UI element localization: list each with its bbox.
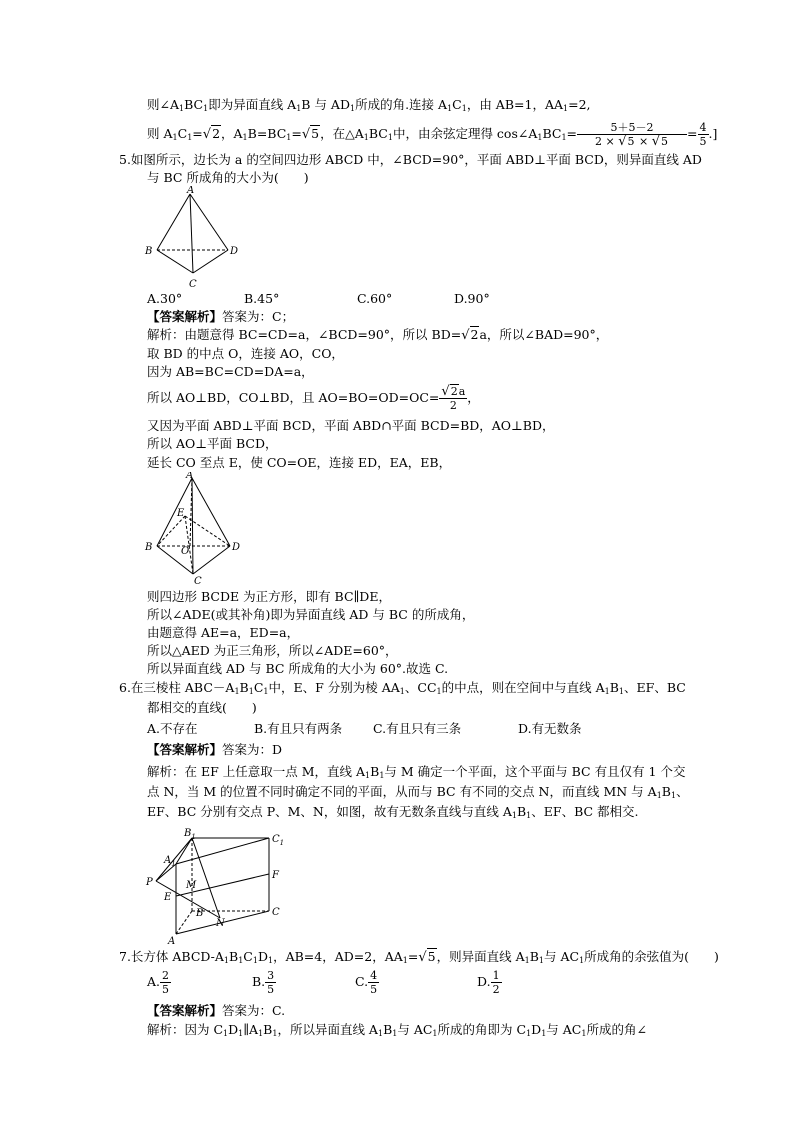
solution-line: 又因为平面 ABD⊥平面 BCD，平面 ABD∩平面 BCD=BD，AO⊥BD， xyxy=(147,418,555,433)
solution-line: 解析：在 EF 上任意取一点 M，直线 $A_1B_1$与 M 确定一个平面，这个平面与 BC 有且仅有 1 个交 xyxy=(147,764,686,780)
svg-text:P: P xyxy=(146,877,153,888)
svg-text:F: F xyxy=(272,870,279,881)
solution-line: 所以∠ADE(或其补角)即为异面直线 AD 与 BC 的所成角， xyxy=(147,607,475,622)
question-7: 7.长方体 ABCD-$A_1B_1C_1D_1$，AB=4，AD=2，$AA_1=√5$，则异面直线 $A_1B_1$与 $AC_1$所成角的余弦值为( ) xyxy=(119,949,719,965)
prism-figure xyxy=(144,826,294,946)
solution-line: 因为 AB=BC=CD=DA=a， xyxy=(147,364,314,379)
solution-line: 解析：由题意得 BC=CD=a，∠BCD=90°，所以 BD=√2a，所以∠BAD=90°， xyxy=(147,327,609,343)
solution-line: 所以 AO⊥BD，CO⊥BD，且 AO=BO=OD=OC= $\frac{√2a}{2}$ ， xyxy=(147,384,480,412)
sqrt: √2 xyxy=(202,126,221,142)
answer-q7: 【答案解析】答案为：C. xyxy=(147,1003,286,1018)
solution-line: 点 N，当 M 的位置不同时确定不同的平面，从而与 BC 有不同的交点 N，而直线 MN 与 $A_1B_1$、 xyxy=(147,784,689,800)
question-5: 5.如图所示，边长为 a 的空间四边形 ABCD 中，∠BCD=90°，平面 ABD⊥平面 BCD，则异面直线 AD xyxy=(119,152,702,167)
svg-text:B1: $B_1$ xyxy=(184,828,196,841)
svg-text:C: C xyxy=(189,279,197,290)
svg-text:O: O xyxy=(181,546,190,557)
svg-text:C: C xyxy=(272,907,280,918)
solution-line: 所以异面直线 AD 与 BC 所成角的大小为 60°.故选 C. xyxy=(147,661,449,676)
question-6-cont: 都相交的直线( ) xyxy=(147,700,257,715)
answer-q6: 【答案解析】答案为：D xyxy=(147,742,283,757)
tetrahedron-square-figure xyxy=(140,472,250,588)
svg-text:A: A xyxy=(186,472,194,481)
solution-line: 所以 AO⊥平面 BCD， xyxy=(147,436,278,451)
solution-line: 取 BD 的中点 O，连接 AO，CO， xyxy=(147,346,344,361)
svg-text:D: D xyxy=(232,542,241,553)
svg-text:E: E xyxy=(177,508,185,519)
svg-text:D: D xyxy=(230,246,239,257)
solution-line: 所以△AED 为正三角形，所以∠ADE=60°， xyxy=(147,643,398,658)
svg-text:A1: $A_1$ xyxy=(164,855,176,868)
svg-text:N: N xyxy=(216,918,225,929)
svg-text:B: B xyxy=(196,908,204,919)
sqrt: √5 xyxy=(301,126,320,142)
svg-text:A: A xyxy=(168,936,176,946)
solution-line: EF、BC 分别有交点 P、M、N，如图，故有无数条直线与直线 $A_1B_1$、EF、BC 都相交. xyxy=(147,804,639,820)
svg-text:B: B xyxy=(145,542,153,553)
solution-line: 延长 CO 至点 E，使 CO=OE，连接 ED，EA，EB， xyxy=(147,455,452,470)
solution-line: 则四边形 BCDE 为正方形，即有 BC∥DE， xyxy=(147,589,391,604)
solution-line: 由题意得 AE=a，ED=a， xyxy=(147,625,300,640)
question-6: 6.在三棱柱 $ABC-A_1B_1C_1$中，E、F 分别为棱 $AA_1$、$CC_1$的中点，则在空间中与直线 $A_1B_1$、EF、BC xyxy=(119,680,686,696)
text-line: 则 $A_1C_1=√2$，$A_1B=BC_1=√5$，在$\triangle A_1BC_1$中，由余弦定理得 $\cos\angle A_1BC_1=$ $\frac{5+5-2}{2 \times √5 \times √5}$ = $\frac{4}{5}$ .] xyxy=(147,121,718,149)
options-q7: A. $\frac{2}{5}$ B. $\frac{3}{5}$ C. $\frac{4}{5}$ D. $\frac{1}{2}$ xyxy=(147,969,500,996)
fraction: $\frac{4}{5}$ xyxy=(699,121,707,148)
svg-text:B: B xyxy=(145,246,153,257)
svg-text:A: A xyxy=(187,186,195,196)
solution-line: 解析：因为 $C_1D_1\parallel A_1B_1$，所以异面直线 $A_1B_1$与 $AC_1$所成的角即为 $C_1D_1$与 $AC_1$所成的角∠ xyxy=(147,1022,647,1038)
text-line: 则$\angle A_1BC_1$即为异面直线 $A_1B$ 与 $AD_1$所成的角.连接 $A_1C_1$，由 AB=1，$AA_1=2$, xyxy=(147,97,591,113)
svg-text:E: E xyxy=(164,892,172,903)
tetrahedron-figure xyxy=(140,186,250,294)
svg-text:C: C xyxy=(194,576,202,587)
fraction: $\frac{5+5-2}{2 \times √5 \times √5}$ xyxy=(577,121,687,148)
svg-text:C1: $C_1$ xyxy=(272,834,285,847)
svg-text:M: M xyxy=(186,880,197,891)
answer-q5: 【答案解析】答案为：C； xyxy=(147,309,295,324)
question-5-cont: 与 BC 所成角的大小为( ) xyxy=(147,170,309,185)
